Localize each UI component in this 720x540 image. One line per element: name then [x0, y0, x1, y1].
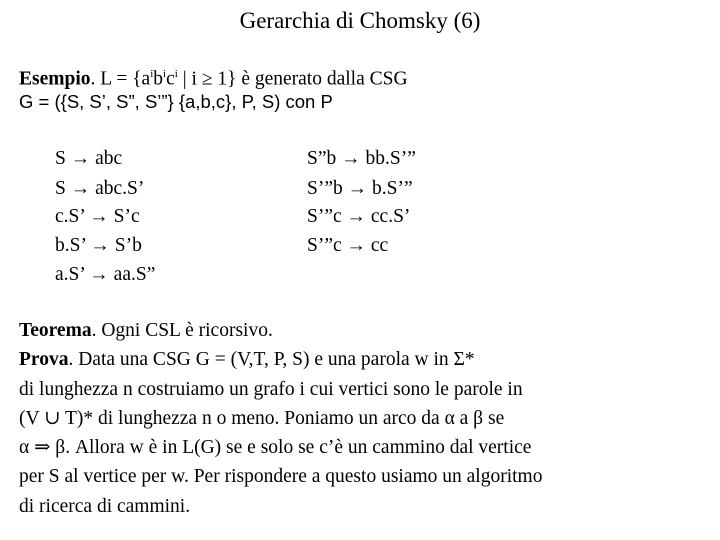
rule-left-1: S → abc	[55, 148, 123, 169]
slide-title: Gerarchia di Chomsky (6)	[239, 8, 481, 33]
sup-i-3: i	[174, 68, 178, 80]
example-label: Esempio	[19, 68, 91, 90]
proof-line-1	[19, 345, 542, 374]
sup-i-2: i	[163, 68, 167, 80]
example-text-c: c	[166, 68, 175, 90]
rule-right-1: S”b → bb.S’”	[307, 148, 416, 169]
proof-line-6: di ricerca di cammini.	[19, 495, 191, 517]
proof-line-4: α ⇒ β. Allora w è in L(G) se e solo se c’è un cammino dal vertice	[19, 437, 532, 459]
rule-left-3: c.S’ → S’c	[55, 206, 140, 227]
proof-line-2: di lunghezza n costruiamo un grafo i cui vertici sono le parole in	[19, 378, 523, 400]
example-line-2: G = ({S, S’, S”, S’”} {a,b,c}, P, S) con P	[19, 91, 333, 112]
sup-i-1: i	[150, 68, 154, 80]
theorem-statement: . Ogni CSL è ricorsivo.	[91, 320, 273, 341]
rule-left-4: b.S’ → S’b	[55, 235, 142, 256]
proof-label: Prova	[19, 349, 69, 371]
example-text-d: | i ≥ 1} è generato dalla CSG	[177, 68, 408, 90]
proof-line-5: per S al vertice per w. Per rispondere a questo usiamo un algoritmo	[19, 466, 543, 488]
theorem-label: Teorema	[19, 320, 92, 341]
proof-text-1: . Data una CSG G = (V,T, P, S) e una parola w in Σ*	[68, 349, 475, 371]
proof-line-3: (V ∪ T)* di lunghezza n o meno. Poniamo un arco da α a β se	[19, 407, 505, 429]
example-text-b: b	[153, 68, 164, 90]
rule-right-3: S’”c → cc.S’	[307, 206, 411, 227]
theorem-line	[19, 316, 542, 345]
rule-right-2: S’”b → b.S’”	[307, 178, 413, 199]
rule-left-5: a.S’ → aa.S”	[55, 264, 156, 285]
rule-left-2: S → abc.S’	[55, 178, 145, 199]
example-text-a: . L = {a	[90, 68, 151, 90]
theorem-block	[19, 316, 542, 521]
rule-right-4: S’”c → cc	[307, 235, 389, 256]
